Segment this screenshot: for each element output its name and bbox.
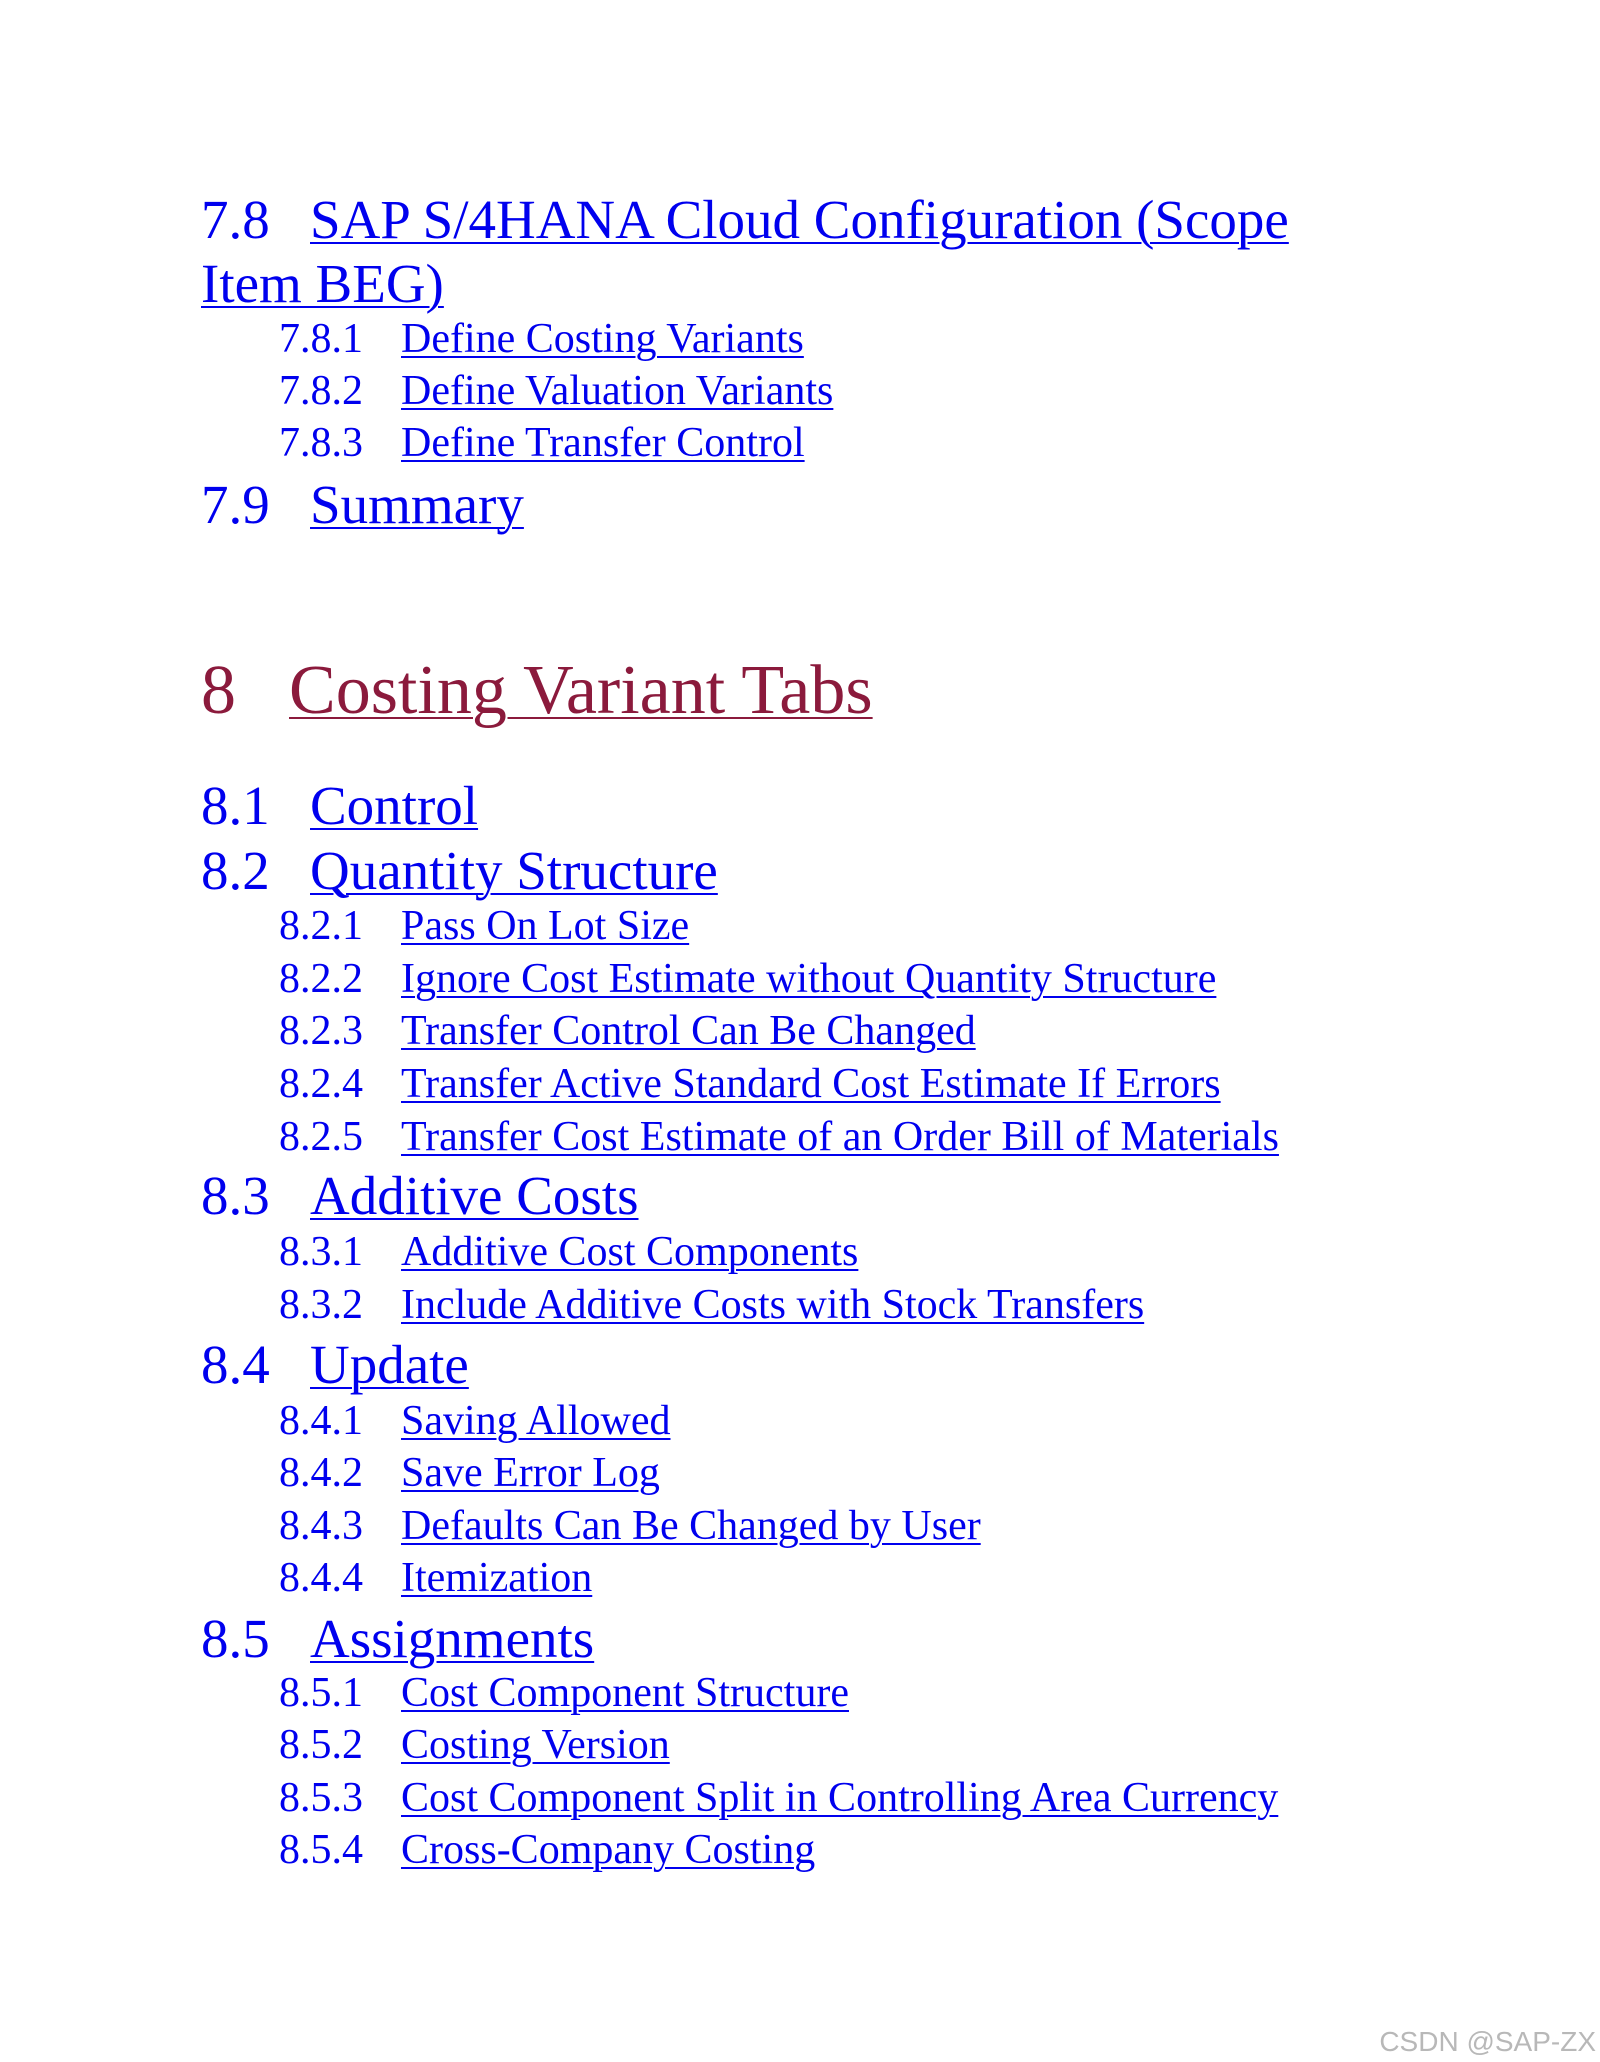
section-title: Additive Costs	[310, 1165, 639, 1226]
section-number: 7.8	[201, 189, 270, 250]
section-number: 8.5.4	[279, 1827, 363, 1873]
toc-link-7-8[interactable]	[201, 188, 1401, 317]
section-title: Cost Component Split in Controlling Area Currency	[401, 1775, 1279, 1821]
toc-link-8-1[interactable]	[201, 775, 478, 837]
section-title: Control	[310, 775, 479, 836]
section-number: 8.3.1	[279, 1229, 363, 1275]
section-title: Itemization	[401, 1555, 593, 1601]
section-title: Saving Allowed	[401, 1398, 671, 1444]
toc-link-8-4[interactable]	[201, 1334, 469, 1396]
section-number: 8.5.2	[279, 1722, 363, 1768]
toc-link-7-8-2[interactable]	[279, 368, 833, 415]
watermark: CSDN @SAP-ZX	[1379, 2026, 1596, 2057]
section-number: 8.3.2	[279, 1282, 363, 1328]
toc-link-7-8-3[interactable]	[279, 420, 805, 467]
section-number: 7.8.2	[279, 368, 363, 414]
section-title: Define Transfer Control	[401, 420, 805, 466]
section-title: Update	[310, 1334, 469, 1395]
section-title: Include Additive Costs with Stock Transfers	[401, 1282, 1145, 1328]
section-number: 8.5	[201, 1608, 270, 1669]
section-title: Costing Version	[401, 1722, 670, 1768]
section-number: 8.4.4	[279, 1555, 363, 1601]
section-title: Summary	[310, 474, 524, 535]
section-title: Cross-Company Costing	[401, 1827, 816, 1873]
section-title: Save Error Log	[401, 1450, 660, 1496]
toc-link-chapter-8[interactable]	[201, 652, 873, 730]
section-number: 8.2.3	[279, 1008, 363, 1054]
toc-link-8-4-2[interactable]	[279, 1450, 660, 1497]
section-number: 7.8.3	[279, 420, 363, 466]
section-number: 8.4.3	[279, 1503, 363, 1549]
section-title: Transfer Cost Estimate of an Order Bill of Materials	[401, 1114, 1279, 1160]
section-title: Cost Component Structure	[401, 1670, 849, 1716]
section-number: 8.4.2	[279, 1450, 363, 1496]
chapter-number: 8	[201, 652, 236, 729]
section-number: 7.8.1	[279, 316, 363, 362]
toc-link-8-4-1[interactable]	[279, 1398, 671, 1445]
toc-link-8-4-3[interactable]	[279, 1503, 981, 1550]
toc-link-8-5-1[interactable]	[279, 1670, 849, 1717]
section-title: Define Costing Variants	[401, 316, 804, 362]
section-title: Define Valuation Variants	[401, 368, 834, 414]
chapter-title: Costing Variant Tabs	[289, 652, 873, 729]
section-number: 8.4	[201, 1334, 270, 1395]
section-number: 8.5.3	[279, 1775, 363, 1821]
toc-link-8-2-3[interactable]	[279, 1008, 976, 1055]
toc-link-8-2-4[interactable]	[279, 1061, 1221, 1108]
toc-link-8-5-4[interactable]	[279, 1827, 815, 1874]
section-title: Pass On Lot Size	[401, 903, 690, 949]
section-number: 8.1	[201, 775, 270, 836]
toc-link-8-5-3[interactable]	[279, 1775, 1278, 1822]
section-title: SAP S/4HANA Cloud Configuration (Scope Item BEG)	[201, 189, 1289, 315]
section-number: 8.3	[201, 1165, 270, 1226]
section-number: 8.2.5	[279, 1114, 363, 1160]
toc-link-7-8-1[interactable]	[279, 316, 804, 363]
section-number: 8.5.1	[279, 1670, 363, 1716]
section-title: Assignments	[310, 1608, 595, 1669]
toc-link-8-4-4[interactable]	[279, 1555, 592, 1602]
section-number: 8.4.1	[279, 1398, 363, 1444]
toc-link-8-3-1[interactable]	[279, 1229, 858, 1276]
section-number: 8.2	[201, 840, 270, 901]
section-title: Transfer Active Standard Cost Estimate If Errors	[401, 1061, 1221, 1107]
section-number: 8.2.4	[279, 1061, 363, 1107]
toc-link-8-2-1[interactable]	[279, 903, 689, 950]
section-title: Transfer Control Can Be Changed	[401, 1008, 976, 1054]
toc-link-8-5[interactable]	[201, 1608, 594, 1670]
toc-link-8-3[interactable]	[201, 1165, 639, 1227]
section-title: Defaults Can Be Changed by User	[401, 1503, 981, 1549]
toc-link-8-2-5[interactable]	[279, 1114, 1279, 1161]
toc-link-8-2-2[interactable]	[279, 956, 1216, 1003]
toc-link-8-3-2[interactable]	[279, 1282, 1144, 1329]
section-number: 8.2.1	[279, 903, 363, 949]
section-title: Additive Cost Components	[401, 1229, 859, 1275]
section-title: Ignore Cost Estimate without Quantity Structure	[401, 956, 1217, 1002]
section-number: 7.9	[201, 474, 270, 535]
toc-link-8-5-2[interactable]	[279, 1722, 670, 1769]
toc-link-8-2[interactable]	[201, 840, 718, 902]
section-title: Quantity Structure	[310, 840, 718, 901]
toc-link-7-9[interactable]	[201, 474, 524, 536]
section-number: 8.2.2	[279, 956, 363, 1002]
